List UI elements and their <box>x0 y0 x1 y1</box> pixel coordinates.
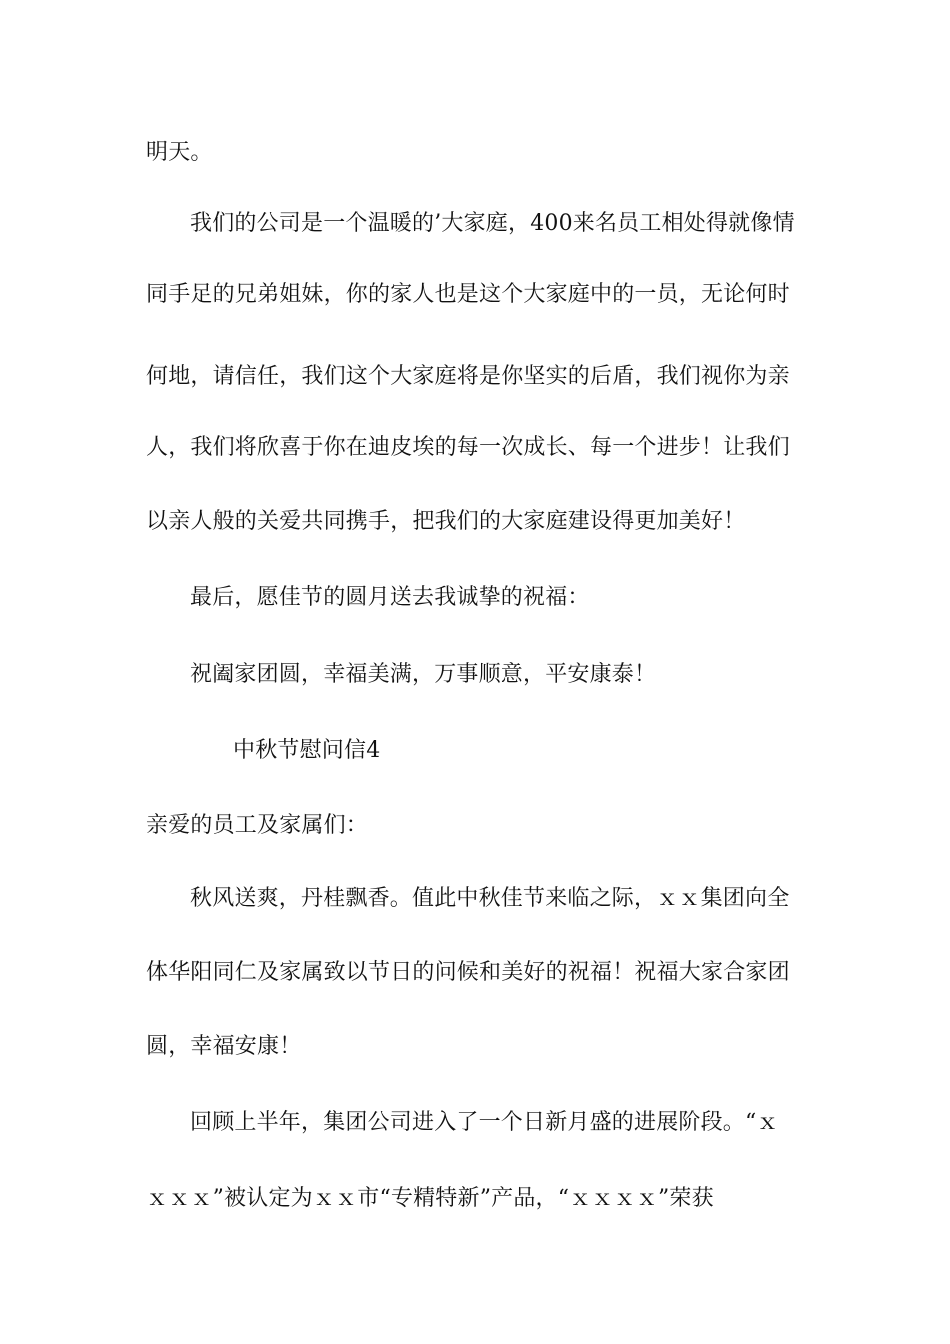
blessing-line: 祝阖家团圆，幸福美满，万事顺意，平安康泰！ <box>190 662 657 687</box>
paragraph-line: 人，我们将欣喜于你在迪皮埃的每一次成长、每一个进步！让我们 <box>146 435 790 460</box>
paragraph-line: ｘｘｘ”被认定为ｘｘ市“专精特新”产品，“ｘｘｘｘ”荣获 <box>146 1186 714 1211</box>
letter-title: 中秋节慰问信4 <box>233 738 381 763</box>
paragraph-line: 何地，请信任，我们这个大家庭将是你坚实的后盾，我们视你为亲 <box>146 364 790 389</box>
paragraph-line: 同手足的兄弟姐妹，你的家人也是这个大家庭中的一员，无论何时 <box>146 282 790 307</box>
text-line: 明天。 <box>146 140 213 165</box>
paragraph-line: 圆，幸福安康！ <box>146 1034 302 1059</box>
paragraph-line: 以亲人般的关爱共同携手，把我们的大家庭建设得更加美好！ <box>146 509 746 534</box>
paragraph-line: 秋风送爽，丹桂飘香。值此中秋佳节来临之际，ｘｘ集团向全 <box>190 886 790 911</box>
paragraph-line: 体华阳同仁及家属致以节日的问候和美好的祝福！祝福大家合家团 <box>146 960 790 985</box>
salutation: 亲爱的员工及家属们： <box>146 813 369 838</box>
paragraph-line: 我们的公司是一个温暖的’大家庭，400来名员工相处得就像情 <box>190 211 795 236</box>
paragraph-line: 回顾上半年，集团公司进入了一个日新月盛的进展阶段。“ｘ <box>190 1110 779 1135</box>
closing-line: 最后，愿佳节的圆月送去我诚挚的祝福： <box>190 585 590 610</box>
